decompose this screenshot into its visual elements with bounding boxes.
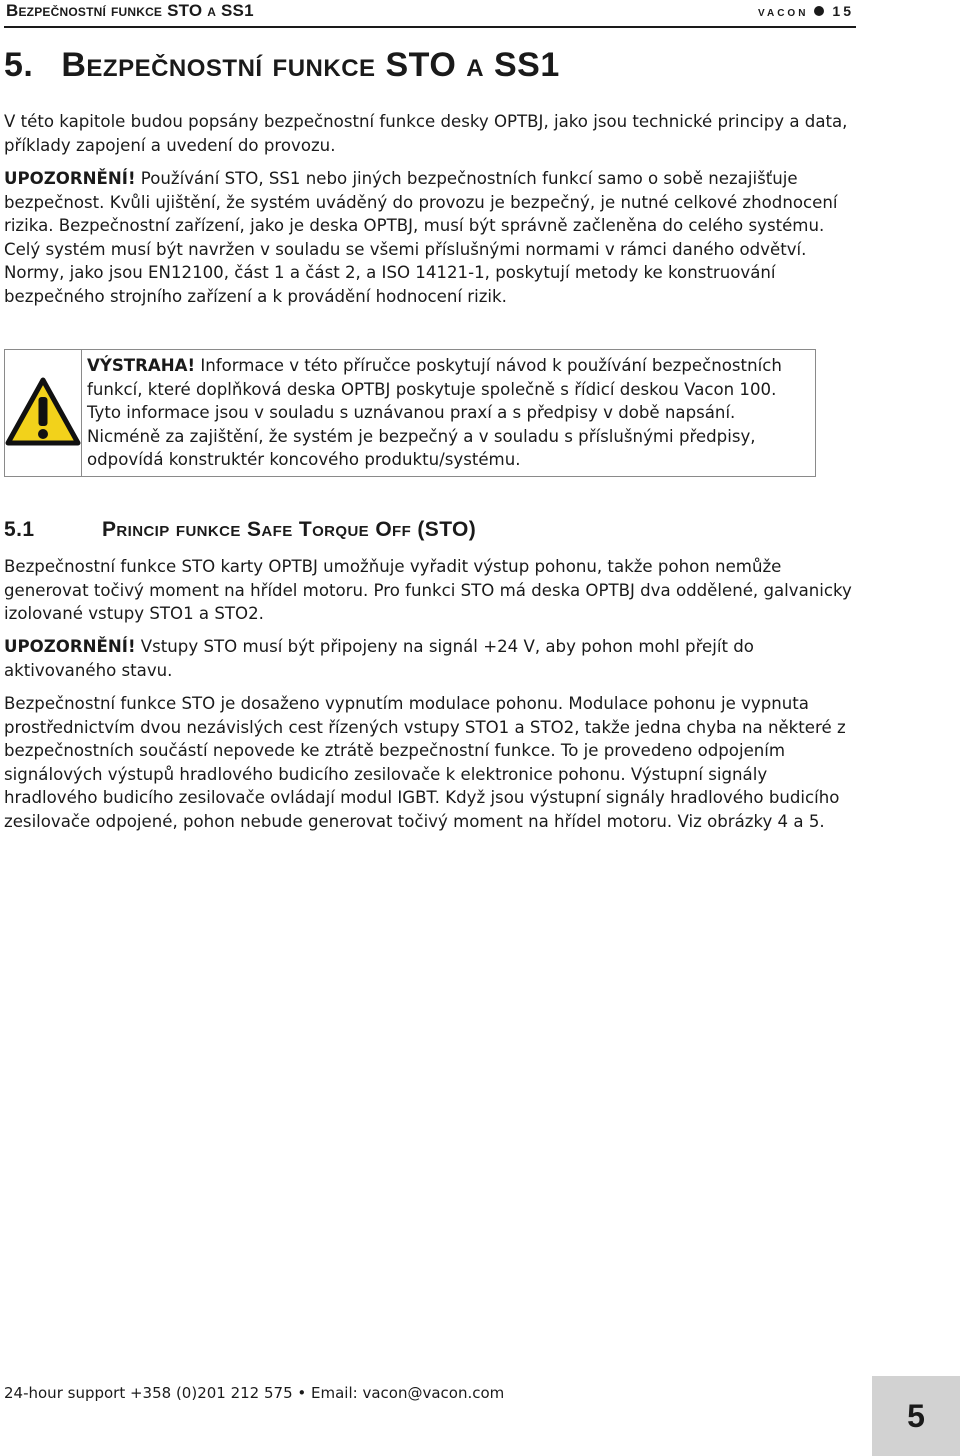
chapter-title-text: Bezpečnostní funkce STO a SS1 [61,46,560,84]
warning-triangle-icon [5,377,81,449]
notice-text: Používání STO, SS1 nebo jiných bezpečnostních funkcí samo o sobě nezajišťuje bezpečnost. Kvůli ujištění, že systém uváděný do provozu je bezpečný, je nutné celkové zhodnocení rizika. Bezpečnostní zařízení, jako je deska OPTBJ, musí být správně začleněna do celého systému. Celý systém musí být navržen v souladu se všemi příslušnými normami v rámci daného odvětví. Normy, jako jsou EN12100, část 1 a část 2, a ISO 14121-1, poskytují metody ke konstruování bezpečného strojního zařízení a k provádění hodnocení rizik. [4,169,838,306]
footer-support: 24-hour support +358 (0)201 212 575 • Email: vacon@vacon.com [4,1384,505,1402]
notice-label: UPOZORNĚNÍ! [4,637,136,656]
warning-label: VÝSTRAHA! [87,356,196,375]
warning-text-block [82,350,815,476]
running-header-page: 15 [832,3,854,19]
running-header [4,0,856,28]
chapter-number: 5. [4,46,34,84]
warning-icon-cell [5,350,82,476]
bullet-icon [814,6,824,16]
brand-name: vacon [758,3,809,19]
section-title [4,518,476,542]
notice-label: UPOZORNĚNÍ! [4,169,136,188]
warning-box [4,349,816,477]
section-number: 5.1 [4,518,35,541]
section-title-text: Princip funkce Safe Torque Off (STO) [102,518,477,541]
modulation-paragraph: Bezpečnostní funkce STO je dosaženo vypnutím modulace pohonu. Modulace pohonu je vypnuta prostřednictvím dvou nezávislých cest řízených vstupy STO1 a STO2, takže jedna chyba na některé z bezpečnostních součástí nepovede ke ztrátě bezpečnostní funkce. To je provedeno odpojením signálových výstupů hradlového budicího zesilovače k elektronice pohonu. Výstupní signály hradlového budicího zesilovače ovládají modul IGBT. Když jsou výstupní signály hradlového budicího zesilovače odpojené, pohon nebude generovat točivý moment na hřídel motoru. Viz obrázky 4 a 5. [4,694,846,831]
notice-paragraph-1 [4,167,856,308]
running-header-brand-block [758,3,854,19]
notice-paragraph-2 [4,635,856,682]
intro-paragraph: V této kapitole budou popsány bezpečnostní funkce desky OPTBJ, jako jsou technické principy a data, příklady zapojení a uvedení do provozu. [4,112,848,155]
chapter-title [4,46,560,85]
sto-paragraph: Bezpečnostní funkce STO karty OPTBJ umožňuje vyřadit výstup pohonu, takže pohon nemůže generovat točivý moment na hřídel motoru. Pro funkci STO má deska OPTBJ dva oddělené, galvanicky izolované vstupy STO1 a STO2. [4,557,852,623]
page-number: 5 [872,1376,960,1456]
warning-text: Informace v této příručce poskytují návod k používání bezpečnostních funkcí, které doplňková deska OPTBJ poskytuje společně s řídicí deskou Vacon 100. Tyto informace jsou v souladu s uznávanou praxí a s předpisy v době napsání. Nicméně za zajištění, že systém je bezpečný a v souladu s příslušnými předpisy, odpovídá konstruktér koncového produktu/systému. [87,356,782,469]
notice-text: Vstupy STO musí být připojeny na signál +24 V, aby pohon mohl přejít do aktivovaného stavu. [4,637,754,680]
running-header-title: Bezpečnostní funkce STO a SS1 [6,1,254,20]
